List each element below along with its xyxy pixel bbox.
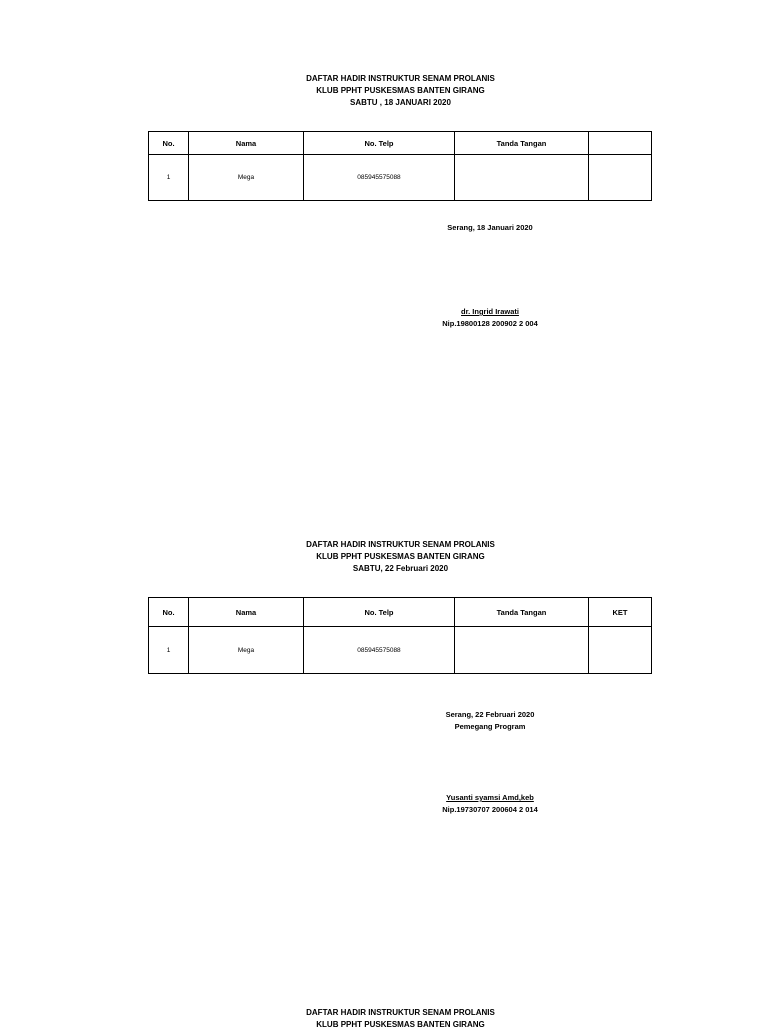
header-nama: Nama: [189, 598, 304, 627]
sheet-2-signature-block: [380, 709, 600, 733]
header-tanda-tangan: Tanda Tangan: [455, 132, 589, 155]
header-no-telp: No. Telp: [304, 598, 455, 627]
cell-ket: [589, 627, 652, 674]
place-date: Serang, 22 Februari 2020: [445, 710, 535, 719]
signer-name: dr. Ingrid Irawati: [461, 307, 519, 316]
cell-tanda-tangan: [455, 627, 589, 674]
table-row: [149, 155, 652, 201]
sheet-2-title-line-3: SABTU, 22 Februari 2020: [352, 564, 449, 573]
table-header-row: [149, 132, 652, 155]
sheet-1-title: [149, 73, 652, 109]
cell-ket: [589, 155, 652, 201]
sheet-2-title: [149, 539, 652, 575]
table-header-row: [149, 598, 652, 627]
sheet-3-title-line-1: DAFTAR HADIR INSTRUKTUR SENAM PROLANIS: [306, 1008, 495, 1017]
header-nama: Nama: [189, 132, 304, 155]
sheet-1-attendance-table: [148, 131, 652, 201]
sheet-1-title-line-3: SABTU , 18 JANUARI 2020: [350, 98, 451, 107]
sheet-1-title-line-1: DAFTAR HADIR INSTRUKTUR SENAM PROLANIS: [306, 74, 495, 83]
cell-tanda-tangan: [455, 155, 589, 201]
signer-nip: Nip.19730707 200604 2 014: [442, 805, 538, 814]
header-no: No.: [149, 598, 189, 627]
sheet-3-title-line-2: KLUB PPHT PUSKESMAS BANTEN GIRANG: [316, 1020, 485, 1029]
cell-nama: Mega: [189, 155, 304, 201]
sheet-1-signature-block: [380, 222, 600, 234]
sheet-1-title-line-2: KLUB PPHT PUSKESMAS BANTEN GIRANG: [316, 86, 485, 95]
signer-name: Yusanti syamsi Amd,keb: [446, 793, 534, 802]
cell-no-telp: 085945575088: [304, 627, 455, 674]
signer-nip: Nip.19800128 200902 2 004: [442, 319, 538, 328]
signer-role: Pemegang Program: [454, 722, 526, 731]
header-ket: KET: [589, 598, 652, 627]
cell-no: 1: [149, 627, 189, 674]
sheet-2-signer: [380, 792, 600, 816]
header-tanda-tangan: Tanda Tangan: [455, 598, 589, 627]
cell-nama: Mega: [189, 627, 304, 674]
header-no-telp: No. Telp: [304, 132, 455, 155]
sheet-2-title-line-1: DAFTAR HADIR INSTRUKTUR SENAM PROLANIS: [306, 540, 495, 549]
place-date: Serang, 18 Januari 2020: [447, 223, 533, 232]
sheet-2-title-line-2: KLUB PPHT PUSKESMAS BANTEN GIRANG: [316, 552, 485, 561]
sheet-1-signer: [380, 306, 600, 330]
sheet-3-title: [149, 1007, 652, 1031]
header-no: No.: [149, 132, 189, 155]
cell-no-telp: 085945575088: [304, 155, 455, 201]
sheet-2-attendance-table: [148, 597, 652, 674]
table-row: [149, 627, 652, 674]
cell-no: 1: [149, 155, 189, 201]
header-ket: [589, 132, 652, 155]
